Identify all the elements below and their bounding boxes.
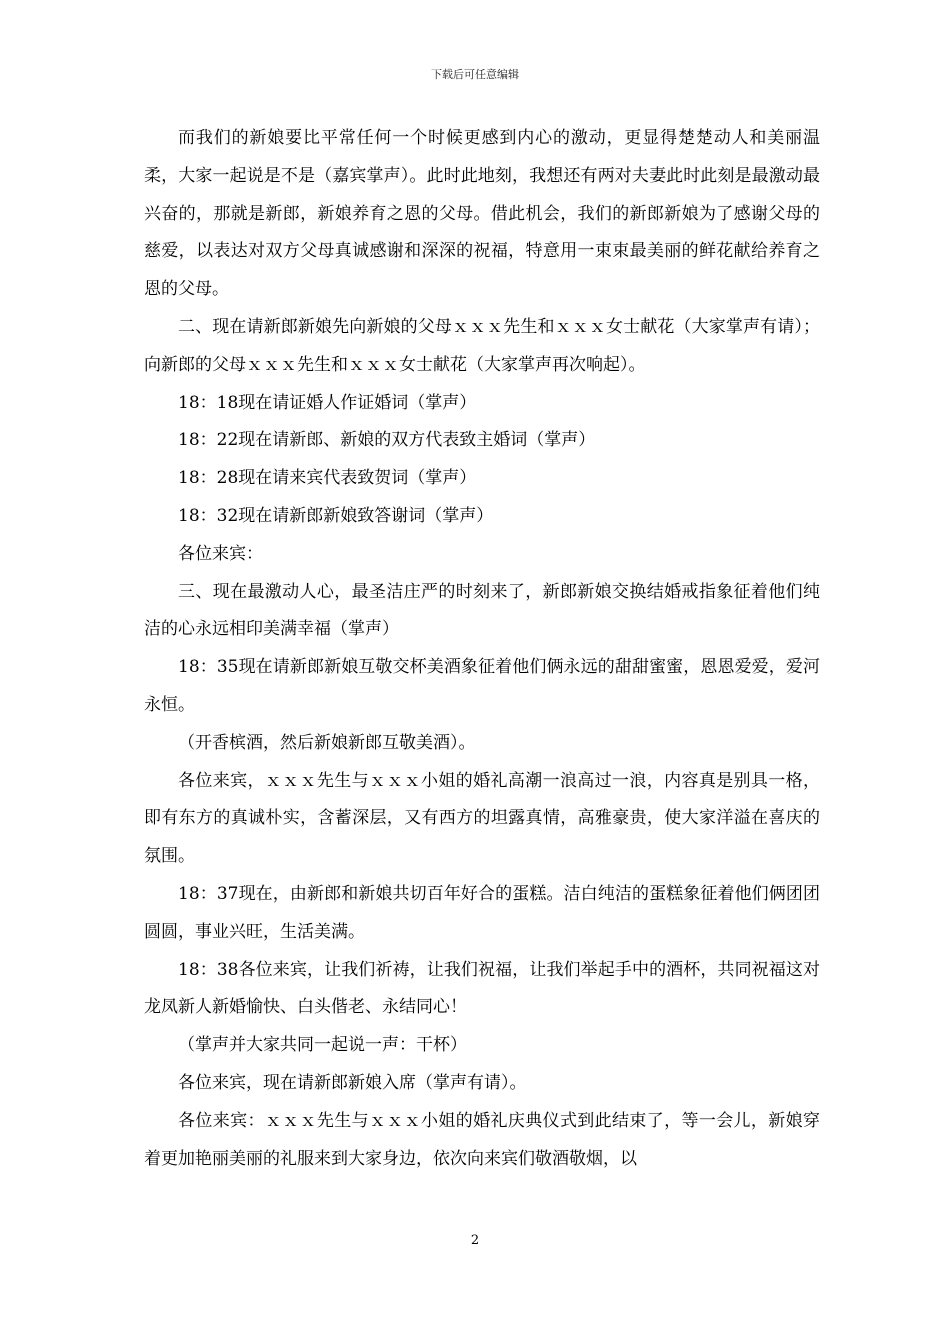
- page-number: 2: [470, 1233, 480, 1248]
- paragraph: 18：28现在请来宾代表致贺词（掌声）: [178, 468, 477, 489]
- body-text: [144, 120, 820, 1178]
- paragraph: 各位来宾：ｘｘｘ先生与ｘｘｘ小姐的婚礼庆典仪式到此结束了，等一会儿，新娘穿着更加艳丽美丽的礼服来到大家身边，依次向来宾们敬酒敬烟，以: [144, 1110, 820, 1169]
- paragraph: 18：35现在请新郎新娘互敬交杯美酒象征着他们俩永远的甜甜蜜蜜，恩恩爱爱，爱河永恒。: [144, 657, 820, 715]
- paragraph: （掌声并大家共同一起说一声：干杯）: [178, 1035, 467, 1056]
- paragraph: 18：22现在请新郎、新娘的双方代表致主婚词（掌声）: [178, 430, 596, 451]
- paragraph: 三、现在最激动人心，最圣洁庄严的时刻来了，新郎新娘交换结婚戒指象征着他们纯洁的心永远相印美满幸福（掌声）: [144, 581, 820, 640]
- paragraph: 18：38各位来宾，让我们祈祷，让我们祝福，让我们举起手中的酒杯，共同祝福这对龙凤新人新婚愉快、白头偕老、永结同心！: [144, 959, 820, 1018]
- paragraph: 各位来宾，现在请新郎新娘入席（掌声有请）。: [178, 1072, 527, 1093]
- paragraph: 而我们的新娘要比平常任何一个时候更感到内心的激动，更显得楚楚动人和美丽温柔，大家一起说是不是（嘉宾掌声）。此时此地刻，我想还有两对夫妻此时此刻是最激动最兴奋的，那就是新郎，新娘养育之恩的父母。借此机会，我们的新郎新娘为了感谢父母的慈爱，以表达对双方父母真诚感谢和深深的祝福，特意用一束束最美丽的鲜花献给养育之恩的父母。: [144, 128, 820, 300]
- paragraph: 二、现在请新郎新娘先向新娘的父母ｘｘｘ先生和ｘｘｘ女士献花（大家掌声有请）；向新郎的父母ｘｘｘ先生和ｘｘｘ女士献花（大家掌声再次响起）。: [144, 316, 820, 375]
- paragraph: 各位来宾，ｘｘｘ先生与ｘｘｘ小姐的婚礼高潮一浪高过一浪，内容真是别具一格，即有东方的真诚朴实，含蓄深层，又有西方的坦露真情，高雅豪贵，使大家洋溢在喜庆的氛围。: [144, 770, 820, 867]
- paragraph: 18：18现在请证婚人作证婚词（掌声）: [178, 392, 477, 413]
- paragraph: 各位来宾：: [178, 543, 263, 564]
- page-header: 下载后可任意编辑: [431, 68, 519, 81]
- paragraph: 18：37现在，由新郎和新娘共切百年好合的蛋糕。洁白纯洁的蛋糕象征着他们俩团团圆圆，事业兴旺，生活美满。: [144, 883, 820, 942]
- paragraph: （开香槟酒，然后新娘新郎互敬美酒）。: [178, 732, 476, 753]
- paragraph: 18：32现在请新郎新娘致答谢词（掌声）: [178, 505, 494, 526]
